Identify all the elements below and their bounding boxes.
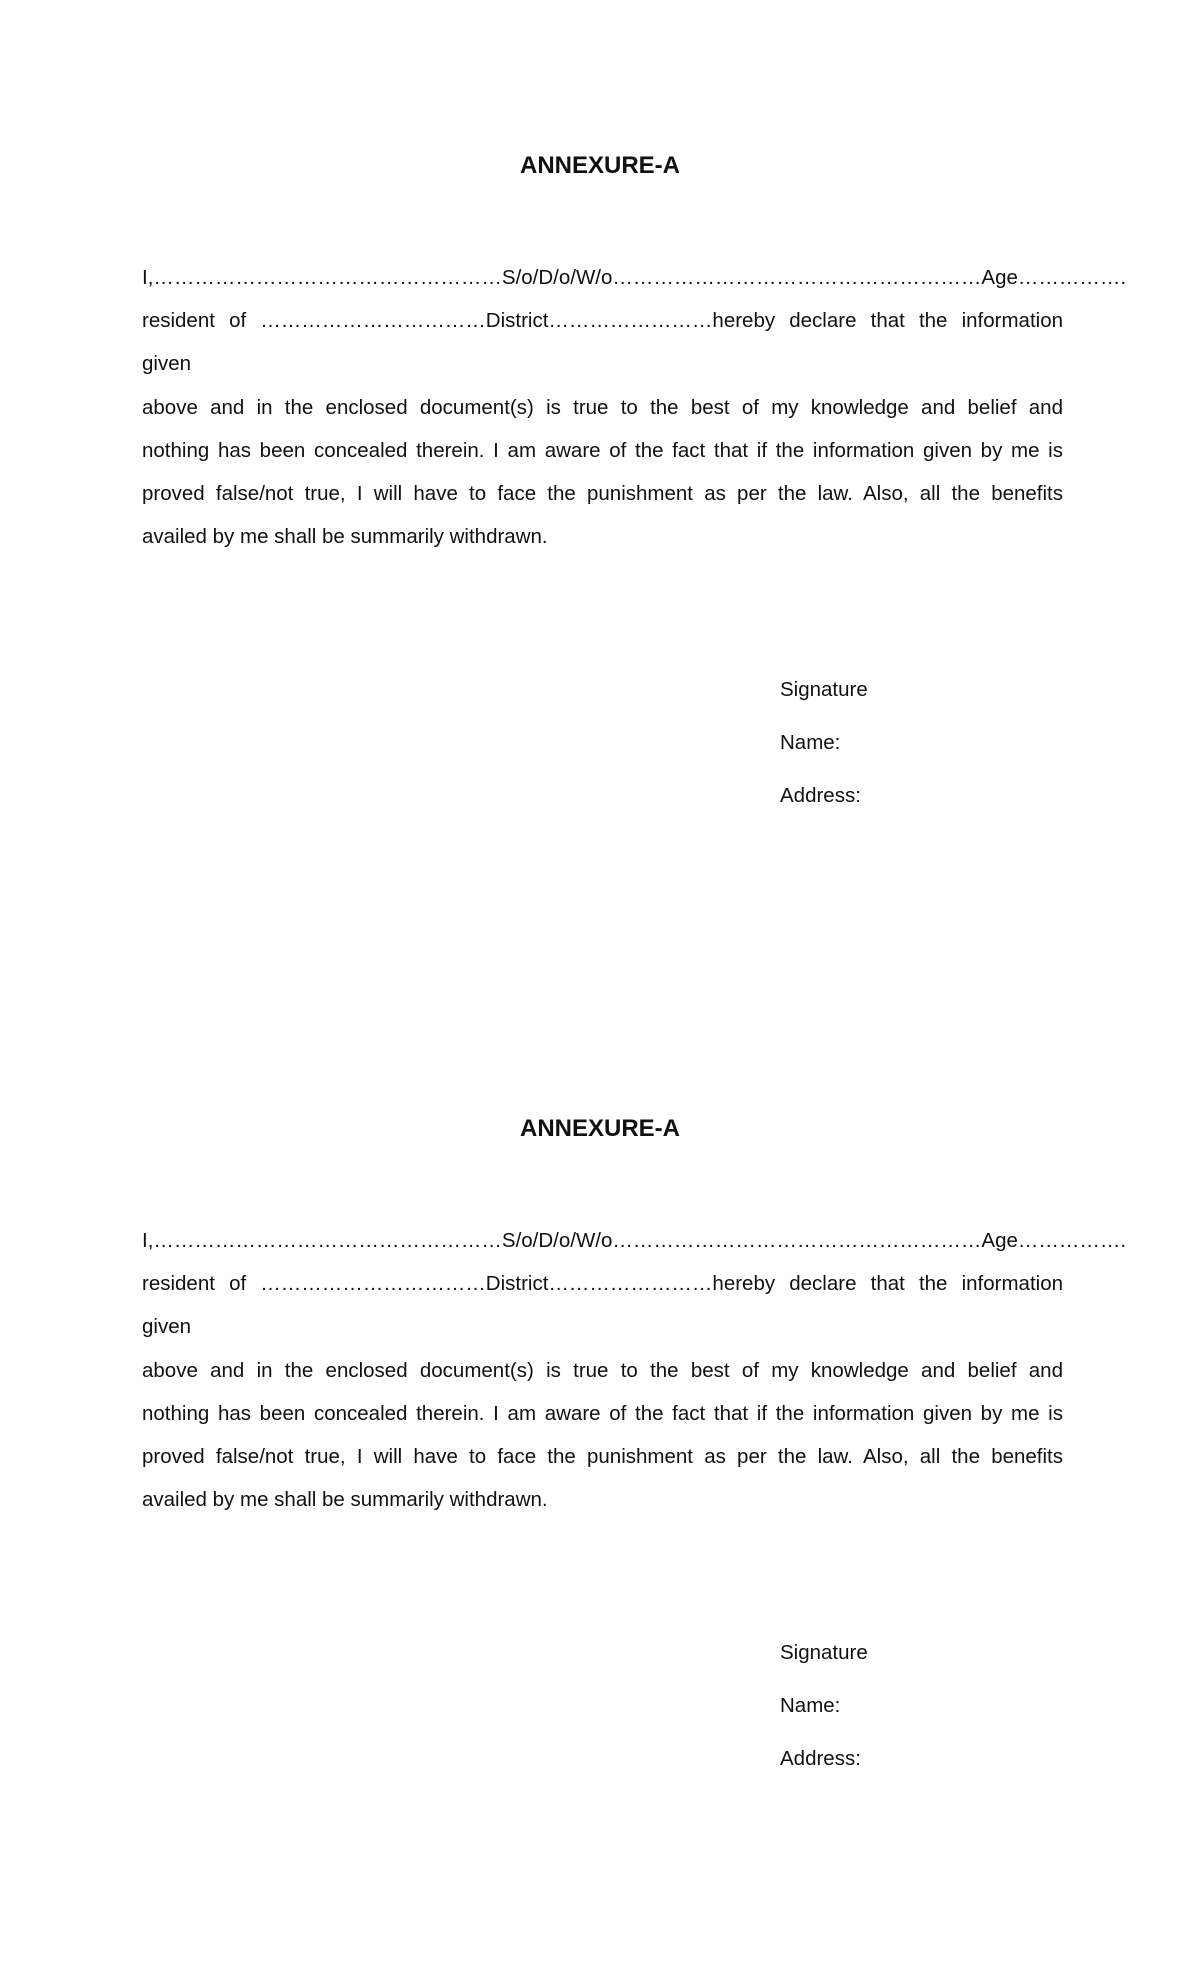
declaration-line: I,……………………………………………S/o/D/o/W/o………………………………………………Age……………. [142,1229,1127,1252]
signature-label: Signature [780,1641,868,1664]
declaration-line: I,……………………………………………S/o/D/o/W/o………………………………………………Age……………. [142,266,1127,289]
declaration-line: nothing has been concealed therein. I am aware of the fact that if the information given by me is [142,1401,1063,1425]
annexure-section-1 [0,148,1200,807]
signature-block [780,1641,868,1800]
name-label: Name: [780,1694,841,1717]
address-label: Address: [780,784,861,807]
annexure-title: ANNEXURE-A [519,1115,680,1142]
declaration-paragraph [142,1219,1127,1521]
name-label: Name: [780,731,841,754]
declaration-line: proved false/not true, I will have to face the punishment as per the law. Also, all the benefits [142,1445,1063,1469]
declaration-line: availed by me shall be summarily withdrawn. [142,1488,548,1512]
declaration-paragraph [142,256,1127,558]
declaration-line: resident of ……………………………District……………………hereby declare that the information given [142,1272,1063,1339]
declaration-line: resident of ……………………………District……………………hereby declare that the information given [142,309,1063,376]
annexure-title: ANNEXURE-A [519,152,680,179]
declaration-line: nothing has been concealed therein. I am aware of the fact that if the information given by me is [142,438,1063,462]
declaration-line: availed by me shall be summarily withdrawn. [142,525,548,549]
signature-label: Signature [780,678,868,701]
signature-block [780,678,868,837]
address-label: Address: [780,1747,861,1770]
annexure-section-2 [0,1111,1200,1770]
declaration-line: above and in the enclosed document(s) is true to the best of my knowledge and belief and [142,1358,1063,1382]
declaration-line: proved false/not true, I will have to face the punishment as per the law. Also, all the benefits [142,482,1063,506]
declaration-line: above and in the enclosed document(s) is true to the best of my knowledge and belief and [142,395,1063,419]
